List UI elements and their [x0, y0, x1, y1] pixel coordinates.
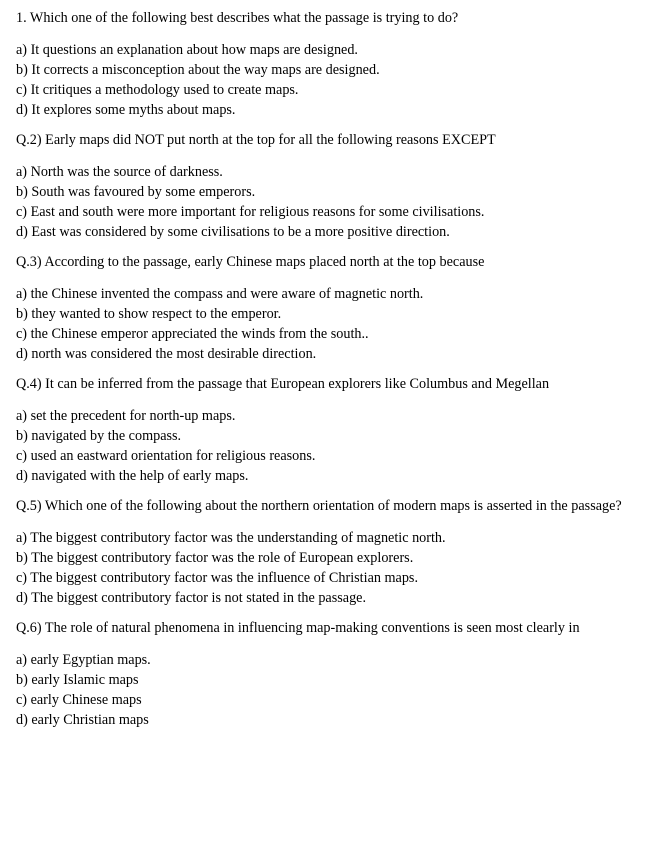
question-3: [16, 252, 642, 364]
question-3-option-b: b) they wanted to show respect to the emperor.: [16, 306, 282, 322]
question-4-stem: Q.4) It can be inferred from the passage that European explorers like Columbus and Megellan: [16, 376, 550, 392]
question-6-stem: Q.6) The role of natural phenomena in influencing map-making conventions is seen most clearly in: [16, 620, 580, 636]
question-3-option-a: a) the Chinese invented the compass and were aware of magnetic north.: [16, 286, 424, 302]
question-6-option-a: a) early Egyptian maps.: [16, 652, 151, 668]
question-1-stem: 1. Which one of the following best describes what the passage is trying to do?: [16, 10, 459, 26]
question-2-option-d: d) East was considered by some civilisations to be a more positive direction.: [16, 224, 450, 240]
question-4-option-a: a) set the precedent for north-up maps.: [16, 408, 236, 424]
question-2-options: [16, 162, 642, 242]
question-4-option-b: b) navigated by the compass.: [16, 428, 182, 444]
question-1-option-b: b) It corrects a misconception about the way maps are designed.: [16, 62, 380, 78]
question-5-option-a: a) The biggest contributory factor was the understanding of magnetic north.: [16, 530, 446, 546]
question-3-option-c: c) the Chinese emperor appreciated the winds from the south..: [16, 326, 369, 342]
question-4-options: [16, 406, 642, 486]
question-5-stem: Q.5) Which one of the following about the northern orientation of modern maps is asserted in the passage?: [16, 498, 622, 514]
question-4-option-c: c) used an eastward orientation for religious reasons.: [16, 448, 316, 464]
question-3-option-d: d) north was considered the most desirable direction.: [16, 346, 317, 362]
question-5: [16, 496, 642, 608]
question-5-option-d: d) The biggest contributory factor is not stated in the passage.: [16, 590, 367, 606]
question-2-option-c: c) East and south were more important for religious reasons for some civilisations.: [16, 204, 485, 220]
question-6-option-d: d) early Christian maps: [16, 712, 149, 728]
question-2-option-a: a) North was the source of darkness.: [16, 164, 223, 180]
question-5-option-c: c) The biggest contributory factor was the influence of Christian maps.: [16, 570, 418, 586]
question-sheet: [16, 8, 642, 740]
question-1-option-a: a) It questions an explanation about how maps are designed.: [16, 42, 358, 58]
question-2-stem: Q.2) Early maps did NOT put north at the top for all the following reasons EXCEPT: [16, 132, 496, 148]
question-4: [16, 374, 642, 486]
question-3-stem: Q.3) According to the passage, early Chinese maps placed north at the top because: [16, 254, 485, 270]
question-6-option-c: c) early Chinese maps: [16, 692, 142, 708]
question-4-option-d: d) navigated with the help of early maps.: [16, 468, 249, 484]
question-1-option-c: c) It critiques a methodology used to create maps.: [16, 82, 299, 98]
question-5-option-b: b) The biggest contributory factor was the role of European explorers.: [16, 550, 414, 566]
question-1-option-d: d) It explores some myths about maps.: [16, 102, 236, 118]
question-6-option-b: b) early Islamic maps: [16, 672, 139, 688]
question-6-options: [16, 650, 642, 730]
question-3-options: [16, 284, 642, 364]
question-6: [16, 618, 642, 730]
question-1: [16, 8, 642, 120]
question-5-options: [16, 528, 642, 608]
question-1-options: [16, 40, 642, 120]
question-2-option-b: b) South was favoured by some emperors.: [16, 184, 256, 200]
question-2: [16, 130, 642, 242]
